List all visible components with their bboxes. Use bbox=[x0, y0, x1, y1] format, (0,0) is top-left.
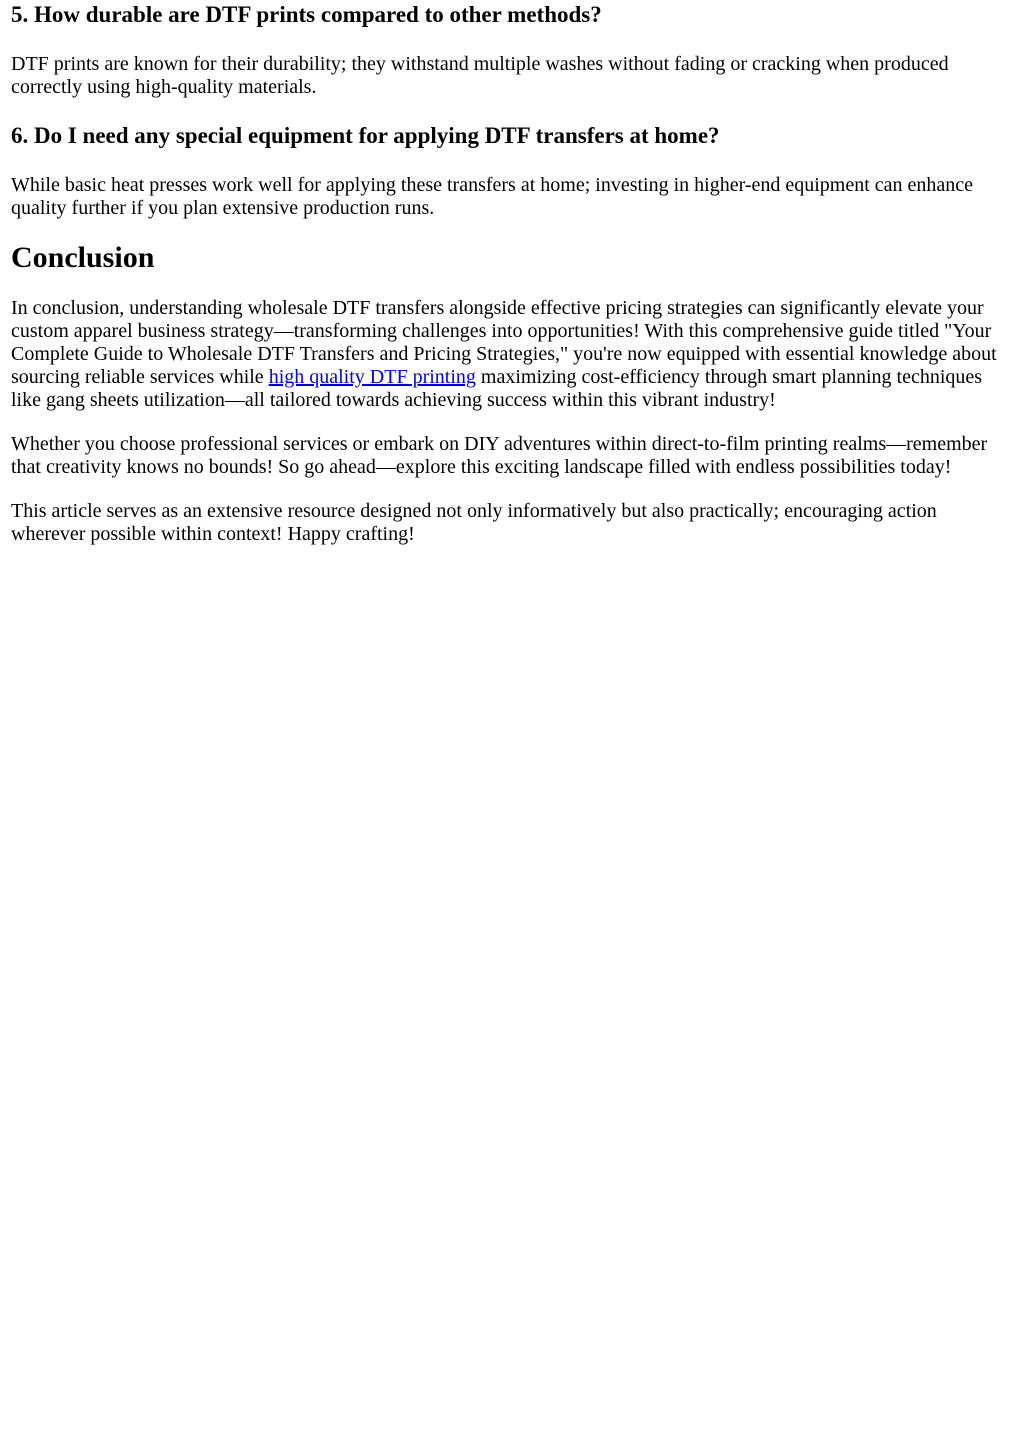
faq-question-5: 5. How durable are DTF prints compared to other methods? bbox=[11, 2, 602, 27]
faq-question-6: 6. Do I need any special equipment for applying DTF transfers at home? bbox=[11, 123, 720, 148]
article-page bbox=[0, 0, 1024, 546]
conclusion-heading: Conclusion bbox=[11, 241, 155, 274]
conclusion-paragraph-1 bbox=[11, 297, 1014, 412]
faq-answer-6: While basic heat presses work well for applying these transfers at home; investing in higher-end equipment can enhance quality further if you plan extensive production runs. bbox=[11, 174, 974, 219]
conclusion-paragraph-3: This article serves as an extensive resource designed not only informatively but also practically; encouraging action wherever possible within context! Happy crafting! bbox=[11, 500, 937, 545]
conclusion-paragraph-1-text-start: In conclusion, understanding wholesale DTF transfers alongside effective pricing strategies can significantly elevate your custom apparel business strategy—transforming challenges into opportunities! With this comprehensive guide titled "Your Complete Guide to Wholesale DTF Transfers and Pricing Strategies," you're now equipped with essential knowledge about sourcing reliable services while bbox=[11, 297, 997, 388]
faq-answer-5: DTF prints are known for their durability; they withstand multiple washes without fading or cracking when produced correctly using high-quality materials. bbox=[11, 53, 949, 98]
conclusion-paragraph-2: Whether you choose professional services or embark on DIY adventures within direct-to-film printing realms—remember that creativity knows no bounds! So go ahead—explore this exciting landscape filled with endless possibilities today! bbox=[11, 433, 988, 478]
conclusion-paragraph-1-text-end: maximizing cost-efficiency through smart planning techniques like gang sheets utilization—all tailored towards achieving success within this vibrant industry! bbox=[11, 366, 983, 411]
high-quality-dtf-printing-link[interactable]: high quality DTF printing bbox=[268, 366, 476, 388]
